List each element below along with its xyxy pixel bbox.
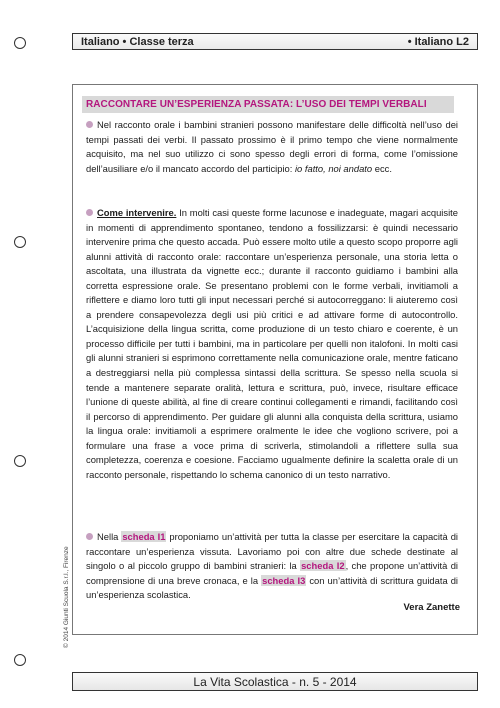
paragraph-worksheets-text-4: con un’attività di scrittura guidata di un’esperienza scolastica.	[86, 574, 459, 601]
worksheet-label-i3: scheda I3	[262, 574, 306, 586]
binder-hole-1	[14, 37, 26, 49]
section-title	[82, 96, 454, 113]
binder-hole-4	[14, 654, 26, 666]
paragraph-worksheets-text-2: proponiamo un’attività per tutta la classe per esercitare la capacità di raccontare un’esperienza vissuta. Lavoriamo poi con altre due schede destinate al singolo o al piccolo gruppo di bambini stranieri: la	[86, 531, 459, 572]
paragraph-worksheets	[86, 530, 458, 603]
paragraph-intervention-lead: Come intervenire.	[97, 207, 177, 218]
header-subject: Italiano • Classe terza	[81, 35, 194, 48]
paragraph-worksheets-text-1: Nella	[97, 531, 122, 542]
bullet-icon	[86, 121, 93, 128]
bullet-icon	[86, 533, 93, 540]
paragraph-intro-text-b: ecc.	[372, 162, 392, 174]
section-title-text: RACCONTARE UN’ESPERIENZA PASSATA: L’USO DEI TEMPI VERBALI	[86, 99, 427, 110]
binder-hole-3	[14, 455, 26, 467]
paragraph-intervention	[86, 206, 458, 482]
paragraph-intro-example: io fatto, noi andato	[294, 162, 373, 174]
worksheet-label-i2: scheda I2	[301, 560, 345, 572]
paragraph-worksheets-text-3: , che propone un’attività di comprensione di una breve cronaca, e la	[86, 560, 458, 586]
header-bar	[72, 33, 478, 50]
bullet-icon	[86, 209, 93, 216]
binder-hole-2	[14, 236, 26, 248]
paragraph-intervention-text: In molti casi queste forme lacunose e inadeguate, magari acquisite in momenti di apprendimento spontaneo, tendono a fossilizzarsi: è quindi necessario intervenire prima che questo accada. Può essere molto utile a questo scopo proporre agli alunni attività di racconto orale: raccontare un’esperienza personale, una storia letta o ascoltata, una illustrata da vignette ecc.; durante il racconto guidiamo i bambini alla corretta espressione orale. Se presentano problemi con le forme verbali, invitiamoli a riflettere e diamo loro tutti gli input necessari perché si autocorreggano: li aiuteremo così a prendere consapevolezza degli usi più critici e ad attivare forme di autocontrollo. L’acquisizione della lingua scritta, come produzione di un testo chiaro e coerente, è un processo difficile per tutti i bambini, ma in particolare per quelli non italofoni. In molti casi gli alunni stranieri si esprimono correttamente nella comunicazione orale, mentre faticano a destreggiarsi nella più complessa sintassi della scrittura. Se spesso nella scuola si tende a mantenere separate oralità, lettura e scrittura, può, invece, risultare efficace l’unione di queste abilità, al fine di creare continui collegamenti e rimandi, facilitando così il percorso di apprendimento. Per guidare gli alunni alla conquista della scrittura, usiamo la lingua orale: invitiamoli a esprimere oralmente le idee che vogliono scrivere, poi a formulare una frase a voce prima di scriverla, stimolandoli a riflettere sulla sua completezza, coerenza e coesione. Facciamo ugualmente definire la scaletta orale di un racconto personale, rispettando lo schema canonico di un testo narrativo.	[86, 207, 458, 480]
footer-publication: La Vita Scolastica - n. 5 - 2014	[193, 674, 357, 689]
header-topic: • Italiano L2	[407, 35, 469, 48]
worksheet-label-i1: scheda I1	[122, 531, 166, 542]
paragraph-intro-text-a: Nel racconto orale i bambini stranieri possono manifestare delle difficoltà nell’uso dei tempi passati dei verbi. Il passato prossimo è il primo tempo che viene normalmente acquisito, ma nel suo utilizzo ci sono spesso degli errori di forma, come l’omissione dell’ausiliare e/o il mancato accordo del participio:	[86, 119, 458, 174]
author-name: Vera Zanette	[403, 602, 460, 613]
paragraph-intro	[86, 118, 458, 176]
copyright-note: © 2014 Giunti Scuola S.r.l., Firenze	[63, 546, 70, 648]
footer-bar	[72, 672, 478, 691]
